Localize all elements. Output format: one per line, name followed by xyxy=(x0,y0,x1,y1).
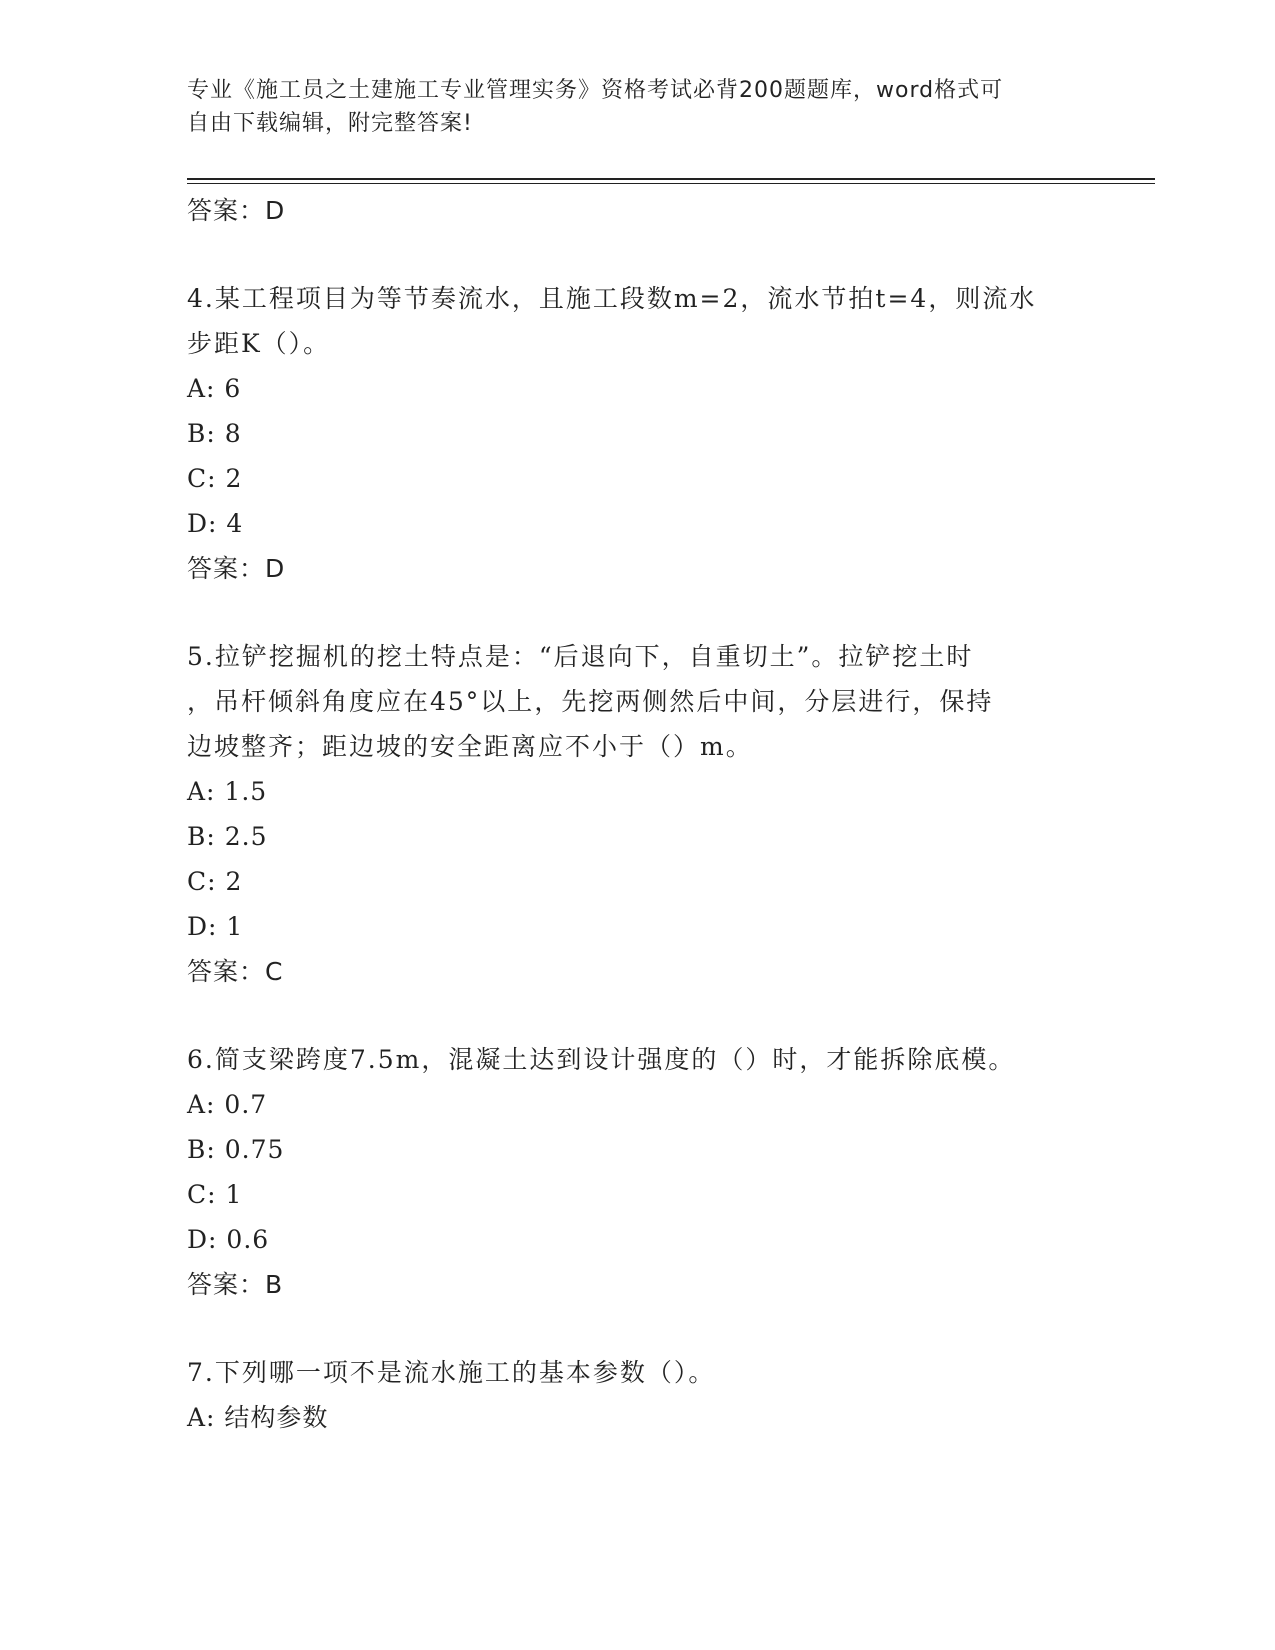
question-7 xyxy=(187,1350,1087,1440)
header-line-2: 自由下载编辑，附完整答案! xyxy=(187,111,473,136)
answer-line: 答案：B xyxy=(187,1270,284,1299)
spacer xyxy=(187,995,1087,1037)
option-d: D: 0.6 xyxy=(187,1225,270,1254)
option-a: A: 1.5 xyxy=(187,777,268,806)
question-5 xyxy=(187,634,1087,995)
question-stem: ，吊杆倾斜角度应在45°以上，先挖两侧然后中间，分层进行，保持 xyxy=(187,687,994,716)
answer-line: 答案：D xyxy=(187,196,286,225)
answer-line: 答案：C xyxy=(187,957,284,986)
option-c: C: 1 xyxy=(187,1180,243,1209)
option-c: C: 2 xyxy=(187,464,243,493)
question-4 xyxy=(187,276,1087,592)
question-stem: 6.简支梁跨度7.5m，混凝土达到设计强度的（）时，才能拆除底模。 xyxy=(187,1045,1016,1074)
option-c: C: 2 xyxy=(187,867,243,896)
option-d: D: 4 xyxy=(187,509,244,538)
spacer xyxy=(187,234,1087,276)
header-divider-thick xyxy=(187,178,1155,180)
question-stem: 边坡整齐；距边坡的安全距离应不小于（）m。 xyxy=(187,732,753,761)
question-stem: 步距K（）。 xyxy=(187,329,331,358)
answer-line: 答案：D xyxy=(187,554,286,583)
question-6 xyxy=(187,1037,1087,1308)
option-b: B: 0.75 xyxy=(187,1135,285,1164)
question-stem: 4.某工程项目为等节奏流水，且施工段数m=2，流水节拍t=4，则流水 xyxy=(187,284,1037,313)
question-stem: 7.下列哪一项不是流水施工的基本参数（）。 xyxy=(187,1358,716,1387)
option-a: A: 结构参数 xyxy=(187,1403,329,1432)
option-a: A: 6 xyxy=(187,374,242,403)
header-divider-thin xyxy=(187,183,1155,184)
spacer xyxy=(187,1308,1087,1350)
option-d: D: 1 xyxy=(187,912,244,941)
document-header xyxy=(187,74,1087,140)
option-b: B: 2.5 xyxy=(187,822,268,851)
question-list xyxy=(187,188,1087,1440)
spacer xyxy=(187,592,1087,634)
header-line-1: 专业《施工员之土建施工专业管理实务》资格考试必背200题题库，word格式可 xyxy=(187,78,1004,103)
option-a: A: 0.7 xyxy=(187,1090,268,1119)
option-b: B: 8 xyxy=(187,419,242,448)
question-stem: 5.拉铲挖掘机的挖土特点是：“后退向下，自重切土”。拉铲挖土时 xyxy=(187,642,974,671)
